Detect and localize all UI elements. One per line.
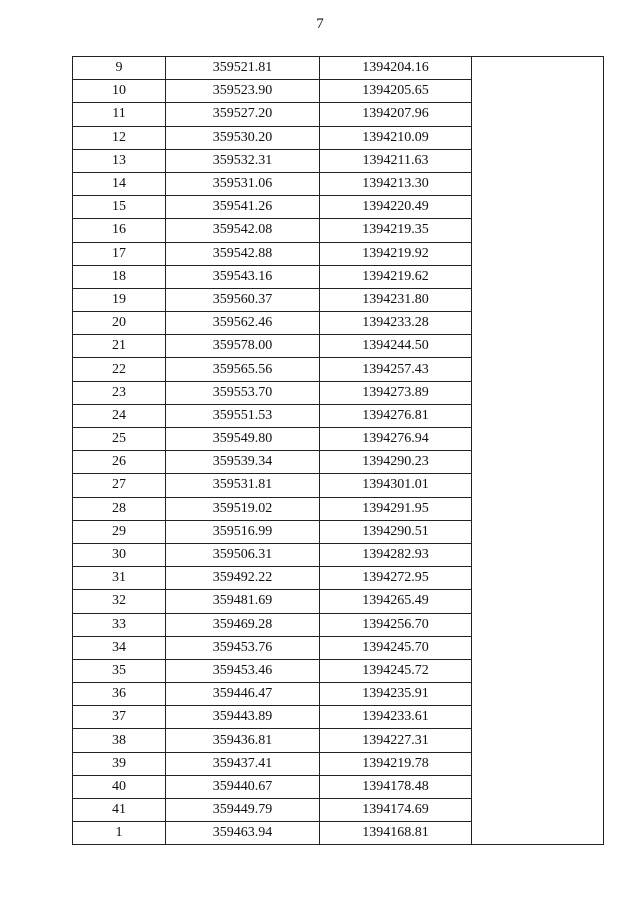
y-coordinate-cell: 1394174.69 [320, 799, 472, 822]
point-number-cell: 26 [73, 451, 166, 474]
y-coordinate-cell: 1394245.70 [320, 636, 472, 659]
x-coordinate-cell: 359437.41 [166, 752, 320, 775]
y-coordinate-cell: 1394207.96 [320, 103, 472, 126]
x-coordinate-cell: 359531.06 [166, 172, 320, 195]
x-coordinate-cell: 359443.89 [166, 706, 320, 729]
x-coordinate-cell: 359543.16 [166, 265, 320, 288]
y-coordinate-cell: 1394233.28 [320, 312, 472, 335]
x-coordinate-cell: 359440.67 [166, 775, 320, 798]
point-number-cell: 13 [73, 149, 166, 172]
y-coordinate-cell: 1394245.72 [320, 659, 472, 682]
merged-empty-cell [472, 57, 604, 845]
x-coordinate-cell: 359578.00 [166, 335, 320, 358]
point-number-cell: 21 [73, 335, 166, 358]
point-number-cell: 9 [73, 57, 166, 80]
y-coordinate-cell: 1394273.89 [320, 381, 472, 404]
x-coordinate-cell: 359521.81 [166, 57, 320, 80]
point-number-cell: 22 [73, 358, 166, 381]
x-coordinate-cell: 359542.88 [166, 242, 320, 265]
x-coordinate-cell: 359539.34 [166, 451, 320, 474]
x-coordinate-cell: 359542.08 [166, 219, 320, 242]
y-coordinate-cell: 1394220.49 [320, 196, 472, 219]
point-number-cell: 25 [73, 428, 166, 451]
point-number-cell: 23 [73, 381, 166, 404]
y-coordinate-cell: 1394265.49 [320, 590, 472, 613]
point-number-cell: 19 [73, 288, 166, 311]
x-coordinate-cell: 359562.46 [166, 312, 320, 335]
y-coordinate-cell: 1394204.16 [320, 57, 472, 80]
point-number-cell: 39 [73, 752, 166, 775]
y-coordinate-cell: 1394276.81 [320, 404, 472, 427]
x-coordinate-cell: 359565.56 [166, 358, 320, 381]
y-coordinate-cell: 1394290.23 [320, 451, 472, 474]
x-coordinate-cell: 359436.81 [166, 729, 320, 752]
y-coordinate-cell: 1394235.91 [320, 683, 472, 706]
x-coordinate-cell: 359446.47 [166, 683, 320, 706]
y-coordinate-cell: 1394205.65 [320, 80, 472, 103]
x-coordinate-cell: 359453.76 [166, 636, 320, 659]
y-coordinate-cell: 1394233.61 [320, 706, 472, 729]
point-number-cell: 16 [73, 219, 166, 242]
y-coordinate-cell: 1394210.09 [320, 126, 472, 149]
point-number-cell: 10 [73, 80, 166, 103]
point-number-cell: 31 [73, 567, 166, 590]
point-number-cell: 12 [73, 126, 166, 149]
point-number-cell: 41 [73, 799, 166, 822]
point-number-cell: 32 [73, 590, 166, 613]
point-number-cell: 17 [73, 242, 166, 265]
point-number-cell: 30 [73, 543, 166, 566]
point-number-cell: 11 [73, 103, 166, 126]
point-number-cell: 38 [73, 729, 166, 752]
x-coordinate-cell: 359516.99 [166, 520, 320, 543]
page-number: 7 [316, 16, 324, 32]
point-number-cell: 34 [73, 636, 166, 659]
y-coordinate-cell: 1394231.80 [320, 288, 472, 311]
point-number-cell: 15 [73, 196, 166, 219]
y-coordinate-cell: 1394301.01 [320, 474, 472, 497]
point-number-cell: 14 [73, 172, 166, 195]
x-coordinate-cell: 359453.46 [166, 659, 320, 682]
point-number-cell: 40 [73, 775, 166, 798]
point-number-cell: 36 [73, 683, 166, 706]
y-coordinate-cell: 1394282.93 [320, 543, 472, 566]
x-coordinate-cell: 359523.90 [166, 80, 320, 103]
point-number-cell: 37 [73, 706, 166, 729]
coordinates-table [72, 56, 604, 845]
x-coordinate-cell: 359530.20 [166, 126, 320, 149]
x-coordinate-cell: 359519.02 [166, 497, 320, 520]
point-number-cell: 20 [73, 312, 166, 335]
y-coordinate-cell: 1394219.78 [320, 752, 472, 775]
x-coordinate-cell: 359492.22 [166, 567, 320, 590]
x-coordinate-cell: 359541.26 [166, 196, 320, 219]
x-coordinate-cell: 359506.31 [166, 543, 320, 566]
y-coordinate-cell: 1394276.94 [320, 428, 472, 451]
x-coordinate-cell: 359560.37 [166, 288, 320, 311]
x-coordinate-cell: 359481.69 [166, 590, 320, 613]
x-coordinate-cell: 359532.31 [166, 149, 320, 172]
y-coordinate-cell: 1394219.35 [320, 219, 472, 242]
y-coordinate-cell: 1394219.92 [320, 242, 472, 265]
coordinates-table-body [73, 57, 604, 845]
x-coordinate-cell: 359469.28 [166, 613, 320, 636]
x-coordinate-cell: 359549.80 [166, 428, 320, 451]
point-number-cell: 18 [73, 265, 166, 288]
x-coordinate-cell: 359527.20 [166, 103, 320, 126]
y-coordinate-cell: 1394168.81 [320, 822, 472, 845]
x-coordinate-cell: 359531.81 [166, 474, 320, 497]
x-coordinate-cell: 359551.53 [166, 404, 320, 427]
y-coordinate-cell: 1394219.62 [320, 265, 472, 288]
x-coordinate-cell: 359463.94 [166, 822, 320, 845]
point-number-cell: 24 [73, 404, 166, 427]
y-coordinate-cell: 1394213.30 [320, 172, 472, 195]
point-number-cell: 29 [73, 520, 166, 543]
y-coordinate-cell: 1394272.95 [320, 567, 472, 590]
y-coordinate-cell: 1394256.70 [320, 613, 472, 636]
point-number-cell: 28 [73, 497, 166, 520]
y-coordinate-cell: 1394178.48 [320, 775, 472, 798]
point-number-cell: 33 [73, 613, 166, 636]
y-coordinate-cell: 1394290.51 [320, 520, 472, 543]
y-coordinate-cell: 1394227.31 [320, 729, 472, 752]
point-number-cell: 1 [73, 822, 166, 845]
point-number-cell: 27 [73, 474, 166, 497]
table-row [73, 57, 604, 80]
y-coordinate-cell: 1394211.63 [320, 149, 472, 172]
y-coordinate-cell: 1394291.95 [320, 497, 472, 520]
y-coordinate-cell: 1394257.43 [320, 358, 472, 381]
x-coordinate-cell: 359449.79 [166, 799, 320, 822]
point-number-cell: 35 [73, 659, 166, 682]
y-coordinate-cell: 1394244.50 [320, 335, 472, 358]
x-coordinate-cell: 359553.70 [166, 381, 320, 404]
